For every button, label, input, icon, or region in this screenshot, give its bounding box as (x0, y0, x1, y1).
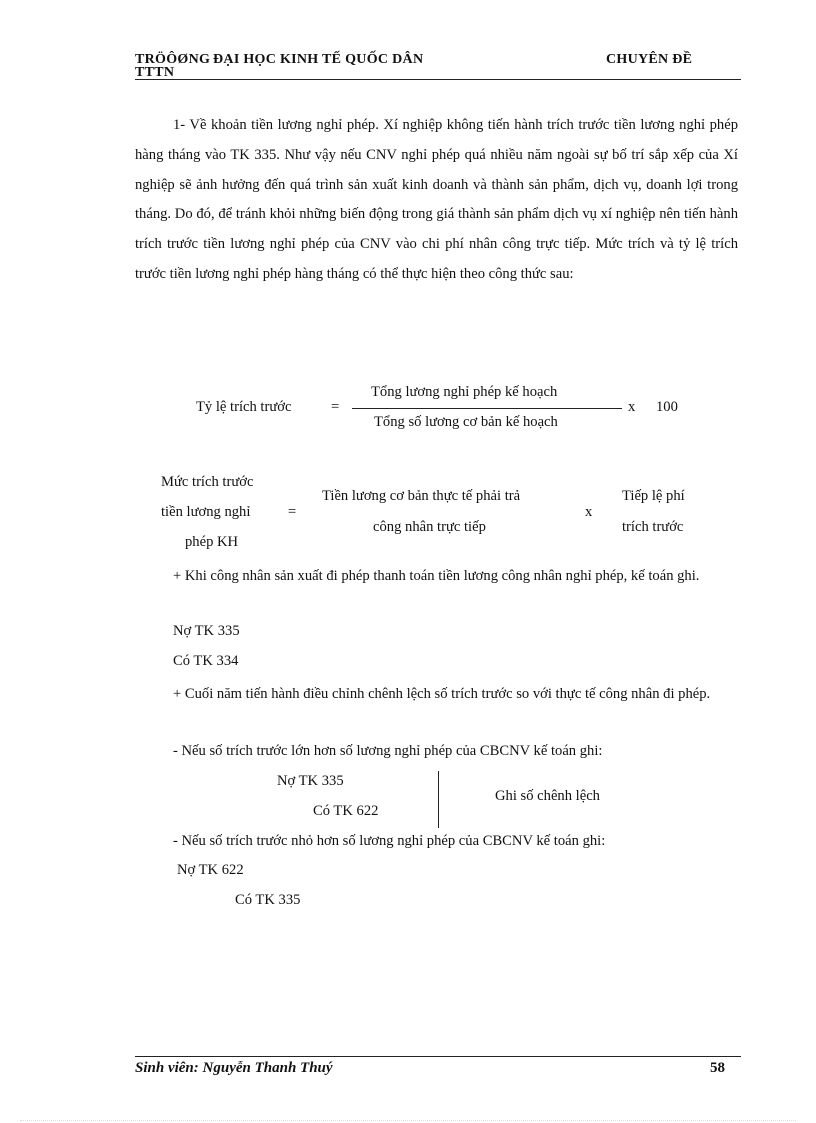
formula2-lhs-line3: phép KH (185, 534, 239, 550)
formula2-lhs-line2: tiền lương nghỉ (161, 504, 251, 520)
formula1-equals: = (331, 399, 340, 415)
header-second-line: TTTN (135, 65, 175, 80)
formula2-times: x (585, 504, 593, 520)
formula1-times: x (628, 399, 636, 415)
case2-text: - Nếu số trích trước nhỏ hơn số lương nghỉ phép của CBCNV kế toán ghi: (173, 833, 606, 849)
entry1-credit: Có TK 334 (173, 653, 239, 669)
case1-divider (438, 771, 439, 828)
formula2-equals: = (288, 504, 297, 520)
paragraph-2: + Khi công nhân sản xuất đi phép thanh toán tiền lương công nhân nghỉ phép, kế toán ghi. (173, 568, 700, 584)
formula1-fraction-bar (352, 408, 622, 409)
footer-rule (135, 1056, 741, 1057)
formula1-lhs: Tỷ lệ trích trước (196, 399, 292, 415)
formula2-rhs-line1: Tiếp lệ phí (622, 488, 685, 504)
formula2-mid-line2: công nhân trực tiếp (373, 519, 486, 535)
case1-credit: Có TK 622 (313, 803, 379, 819)
paragraph-3: + Cuối năm tiến hành điều chỉnh chênh lệch số trích trước so với thực tế công nhân đi phép. (173, 686, 711, 702)
page-bottom-dotted-line (20, 1120, 796, 1121)
paragraph-1: 1- Về khoản tiền lương nghỉ phép. Xí nghiệp không tiến hành trích trước tiền lương nghỉ phép hàng tháng vào TK 335. Như vậy nếu CNV nghỉ phép quá nhiều năm ngoài sự bố trí sắp xếp của Xí nghiệp sẽ ảnh hưởng đến quá trình sản xuất kinh doanh và thành sản phẩm, dịch vụ, doanh lợi trong tháng. Do đó, để tránh khỏi những biến động trong giá thành sản phẩm dịch vụ xí nghiệp nên tiến hành trích trước tiền lương nghỉ phép của CNV vào chi phí nhân công trực tiếp. Mức trích và tỷ lệ trích trước tiền lương nghỉ phép hàng tháng có thể thực hiện theo công thức sau: (135, 117, 738, 282)
footer-student-name: Sinh viên: Nguyễn Thanh Thuý (135, 1060, 333, 1076)
header-rule (135, 79, 741, 80)
entry1-debit: Nợ TK 335 (173, 623, 240, 639)
formula2-lhs-line1: Mức trích trước (161, 474, 254, 490)
formula1-numerator: Tổng lương nghỉ phép kế hoạch (371, 384, 558, 400)
formula2-mid-line1: Tiền lương cơ bản thực tế phải trả (322, 488, 521, 504)
header-right: CHUYÊN ĐỀ (606, 52, 693, 67)
case2-credit: Có TK 335 (235, 892, 301, 908)
header-left: TRÖÔØNG (135, 52, 211, 67)
formula1-factor: 100 (656, 399, 678, 415)
case1-note: Ghi số chênh lệch (495, 788, 600, 804)
case1-text: - Nếu số trích trước lớn hơn số lương nghỉ phép của CBCNV kế toán ghi: (173, 743, 603, 759)
header-university: ĐẠI HỌC KINH TẾ QUỐC DÂN (213, 52, 424, 67)
page-number: 58 (710, 1060, 725, 1076)
formula2-rhs-line2: trích trước (622, 519, 684, 535)
formula1-denominator: Tổng số lương cơ bản kế hoạch (374, 414, 558, 430)
case1-debit: Nợ TK 335 (277, 773, 344, 789)
case2-debit: Nợ TK 622 (177, 862, 244, 878)
